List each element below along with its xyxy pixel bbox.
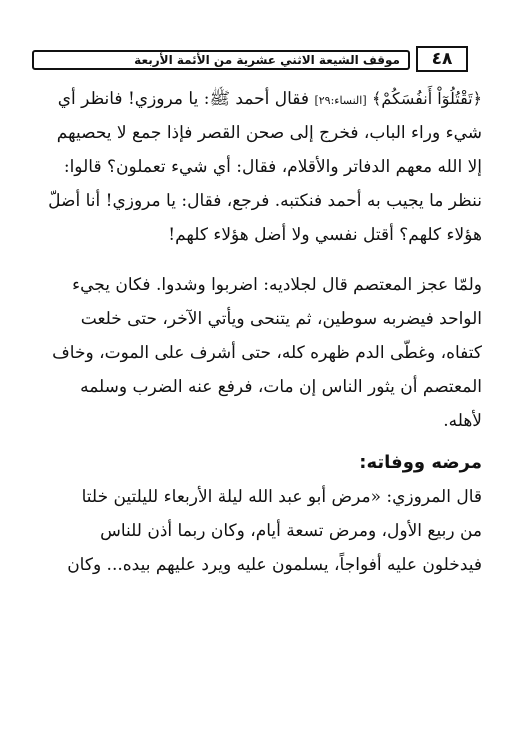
paragraph-spacer (34, 252, 482, 268)
text-line: شيء وراء الباب، فخرج إلى صحن القصر فإذا جمع لا يحصيهم (56, 123, 482, 143)
text-line: قال المروزي: «مرض أبو عبد الله ليلة الأربعاء لليلتين خلتا (81, 487, 482, 507)
running-header (32, 46, 468, 74)
text-line: الواحد فيضربه سوطين، ثم يتنحى ويأتي الآخر، حتى خلعت (80, 309, 482, 329)
text-line: المعتصم أن يثور الناس إن مات، فرفع عنه الضرب وسلمه (80, 377, 482, 397)
text-line: لأهله. (443, 411, 482, 431)
text-line: ننظر ما يجيب به أحمد فنكتبه. فرجع، فقال: يا مروزي! أنا أضلّ (48, 191, 482, 211)
text-span: فقال أحمد ﷺ: يا مروزي! فانظر أي (57, 89, 310, 109)
text-line: من ربيع الأول، ومرض تسعة أيام، وكان ربما أذن للناس (100, 521, 482, 541)
section-heading: مرضه ووفاته: (359, 452, 482, 473)
text-line: ولمّا عجز المعتصم قال لجلاديه: اضربوا وشدوا. فكان يجيء (72, 275, 482, 295)
running-title: موقف الشيعة الاثني عشرية من الأئمة الأربعة (32, 50, 410, 70)
text-line: فيدخلون عليه أفواجاً، يسلمون عليه ويرد عليهم بيده... وكان (67, 555, 482, 575)
page-number: ٤٨ (416, 46, 468, 72)
paragraph (34, 268, 482, 438)
quran-verse: ﴿تَقْتُلُوٓاْ أَنفُسَكُمْ﴾ (372, 89, 482, 108)
text-line: هؤلاء كلهم؟ أقتل نفسي ولا أضل هؤلاء كلهم! (168, 225, 482, 245)
text-line: إلا الله معهم الدفاتر والأقلام، فقال: أي شيء تعملون؟ قالوا: (63, 157, 482, 177)
paragraph (34, 480, 482, 582)
verse-citation: [النساء:٢٩] (314, 94, 367, 107)
text-line: كتفاه، وغطّى الدم ظهره كله، حتى أشرف على الموت، وخاف (52, 343, 482, 363)
page-body (34, 82, 482, 582)
text-line (34, 82, 482, 116)
paragraph (34, 82, 482, 252)
